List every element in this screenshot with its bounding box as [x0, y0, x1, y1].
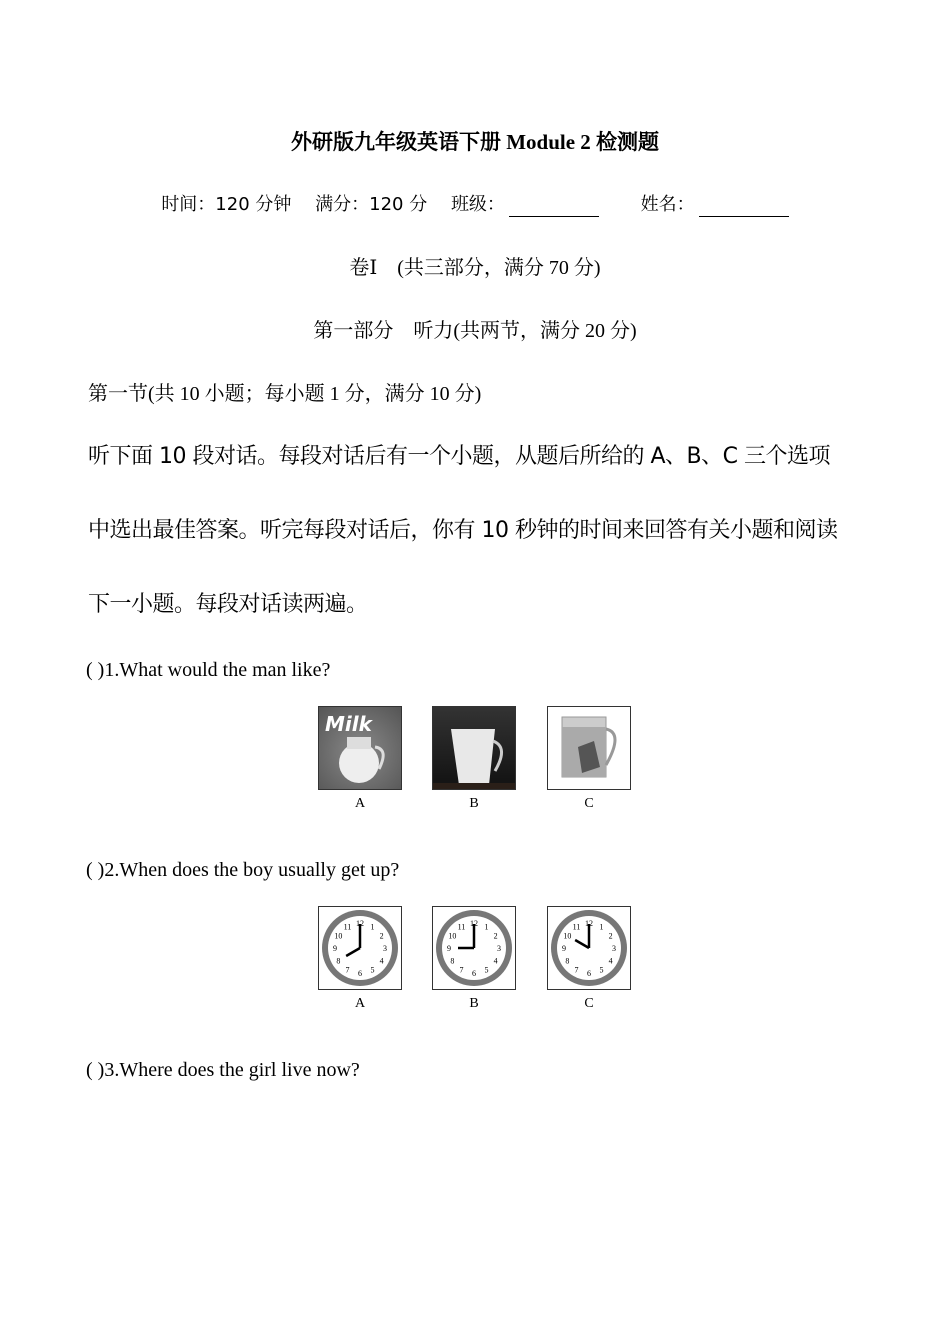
- name-label: 姓名：: [640, 194, 695, 215]
- option-a-label: A: [354, 796, 366, 811]
- svg-text:1: 1: [370, 922, 375, 932]
- option-b-label: B: [469, 796, 479, 811]
- svg-text:8: 8: [450, 956, 455, 966]
- svg-text:3: 3: [497, 944, 501, 953]
- volume-heading: 卷Ⅰ (共三部分，满分 70 分): [349, 257, 601, 279]
- svg-text:5: 5: [599, 965, 604, 975]
- coffee-cup-image: [432, 706, 516, 790]
- svg-text:11: 11: [572, 922, 581, 932]
- clock-image-c: [547, 906, 631, 990]
- question-2: ( )2.When does the boy usually get up?: [86, 859, 400, 881]
- svg-text:6: 6: [587, 969, 591, 978]
- part-heading: 第一部分 听力(共两节，满分 20 分): [313, 320, 637, 342]
- svg-text:4: 4: [493, 956, 498, 966]
- svg-text:9: 9: [562, 944, 566, 953]
- svg-text:1: 1: [484, 922, 489, 932]
- svg-text:7: 7: [459, 965, 464, 975]
- svg-text:8: 8: [565, 956, 570, 966]
- tea-glass-image: [547, 706, 631, 790]
- instruction-line: 中选出最佳答案。听完每段对话后，你有 10 秒钟的时间来回答有关小题和阅读: [88, 518, 838, 543]
- svg-text:7: 7: [345, 965, 350, 975]
- document-title: 外研版九年级英语下册 Module 2 检测题: [290, 130, 660, 154]
- name-blank[interactable]: [699, 198, 789, 217]
- svg-text:9: 9: [447, 944, 451, 953]
- option-a-label: A: [354, 996, 366, 1011]
- svg-text:9: 9: [333, 944, 337, 953]
- svg-text:1: 1: [599, 922, 604, 932]
- milk-logo: Milk: [325, 712, 372, 736]
- svg-text:6: 6: [358, 969, 362, 978]
- option-c-label: C: [584, 796, 594, 811]
- svg-text:12: 12: [470, 919, 478, 928]
- svg-text:6: 6: [472, 969, 476, 978]
- svg-text:5: 5: [484, 965, 489, 975]
- class-blank[interactable]: [509, 198, 599, 217]
- class-label: 班级：: [450, 194, 505, 215]
- instruction-line: 听下面 10 段对话。每段对话后有一个小题，从题后所给的 A、B、C 三个选项: [88, 444, 830, 469]
- clock-image-a: [318, 906, 402, 990]
- svg-text:12: 12: [356, 919, 364, 928]
- option-c-label: C: [584, 996, 594, 1011]
- question-3: ( )3.Where does the girl live now?: [86, 1059, 360, 1081]
- time-label: 时间：120 分钟: [161, 194, 292, 215]
- milk-jug-image: [318, 706, 402, 790]
- svg-text:2: 2: [379, 931, 384, 941]
- svg-text:10: 10: [448, 931, 457, 941]
- svg-text:4: 4: [379, 956, 384, 966]
- clock-image-b: [432, 906, 516, 990]
- score-label: 满分：120 分: [315, 194, 428, 215]
- question-1: ( )1.What would the man like?: [86, 659, 331, 681]
- svg-text:3: 3: [383, 944, 387, 953]
- svg-text:7: 7: [574, 965, 579, 975]
- svg-text:11: 11: [343, 922, 352, 932]
- svg-text:4: 4: [608, 956, 613, 966]
- svg-text:3: 3: [612, 944, 616, 953]
- svg-text:12: 12: [585, 919, 593, 928]
- svg-text:10: 10: [334, 931, 343, 941]
- svg-text:11: 11: [457, 922, 466, 932]
- instruction-line: 下一小题。每段对话读两遍。: [88, 592, 368, 617]
- svg-text:2: 2: [493, 931, 498, 941]
- svg-text:2: 2: [608, 931, 613, 941]
- option-b-label: B: [469, 996, 479, 1011]
- svg-text:10: 10: [563, 931, 572, 941]
- exam-info: [0, 193, 950, 217]
- svg-text:5: 5: [370, 965, 375, 975]
- svg-text:8: 8: [336, 956, 341, 966]
- section-heading: 第一节(共 10 小题；每小题 1 分，满分 10 分): [88, 383, 482, 405]
